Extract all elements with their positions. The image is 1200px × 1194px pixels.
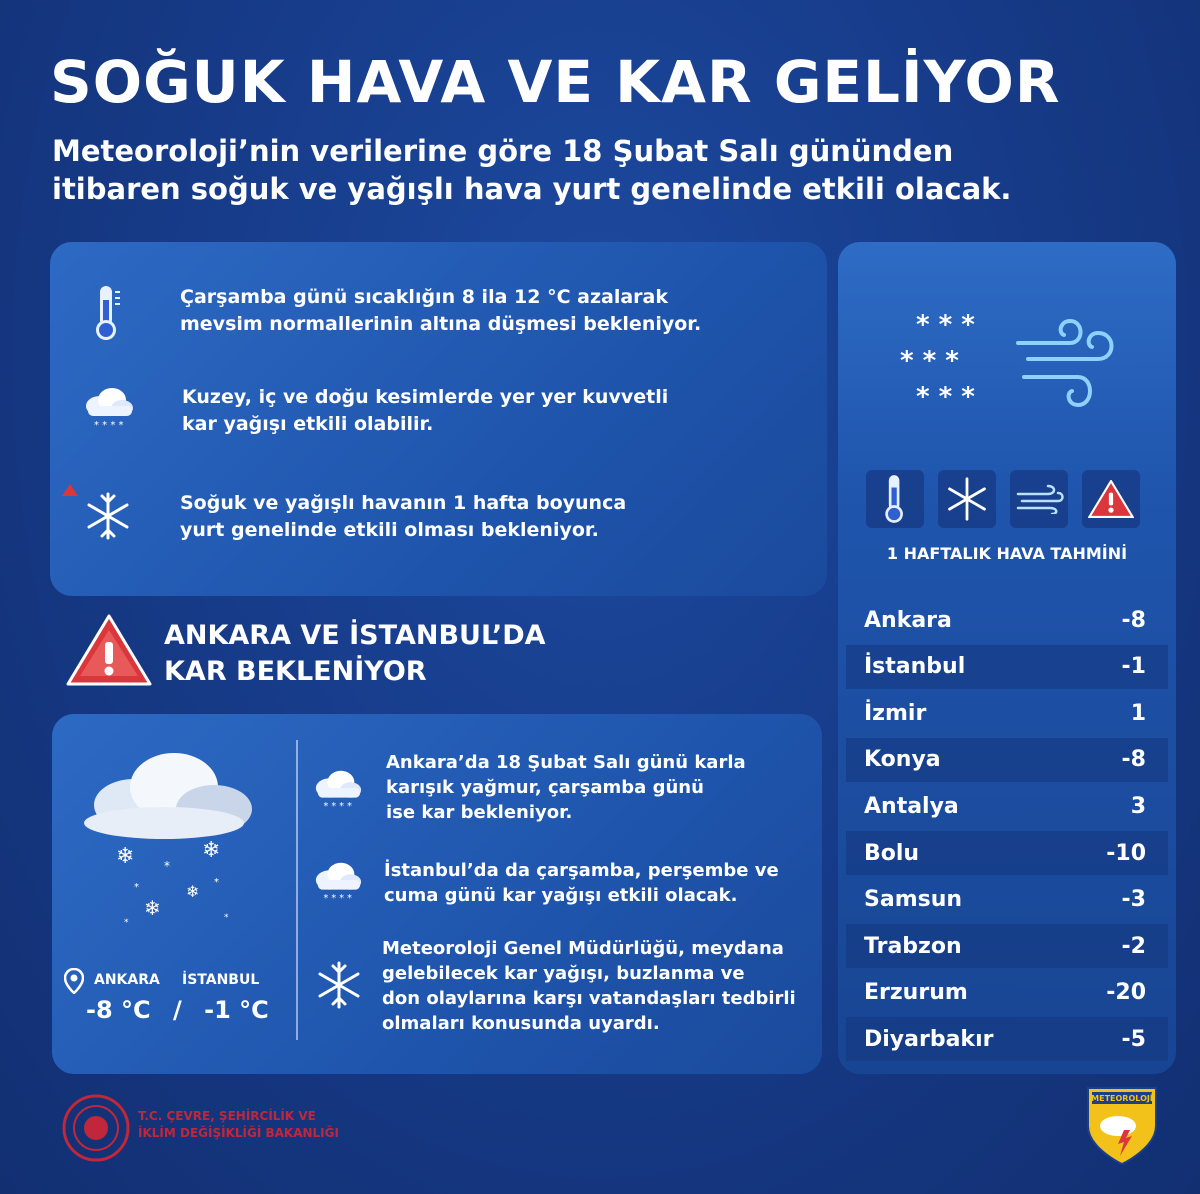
snow-cloud-icon-istanbul [312,858,364,904]
alert-title [164,618,624,690]
svg-text:❄: ❄ [186,882,200,901]
bottom-text-3-line1: Meteoroloji Genel Müdürlüğü, meydana [382,938,784,959]
svg-text:* * * *: * * * * [323,801,352,812]
svg-text:*: * [224,913,229,923]
forecast-temp: -10 [1106,840,1146,866]
svg-text:❄: ❄ [116,844,135,869]
snow-cloud-icon [82,384,136,430]
forecast-row [846,1017,1168,1061]
info-panel [50,242,827,596]
bottom-text-2-line1: İstanbul’da da çarşamba, perşembe ve [384,860,779,881]
forecast-city: Konya [864,747,941,773]
forecast-city: Ankara [864,607,952,633]
forecast-row [846,971,1168,1015]
bottom-text-3-line3: don olaylarına karşı vatandaşları tedbirli [382,988,796,1009]
bottom-text-2-line2: cuma günü kar yağışı etkili olacak. [384,885,738,906]
svg-text:*: * [214,877,219,888]
bottom-text-2 [384,858,779,908]
info-text-2-line2: kar yağışı etkili olabilir. [182,413,434,435]
city-label-istanbul: İSTANBUL [182,972,260,988]
forecast-temp: -5 [1121,1026,1146,1052]
forecast-row [846,691,1168,735]
temp-separator: / [173,996,182,1024]
page-subtitle [52,132,1052,208]
forecast-row [846,878,1168,922]
svg-text:* * *: * * * [916,310,975,340]
svg-text:*: * [134,882,139,893]
forecast-city: Antalya [864,793,959,819]
info-text-3-line1: Soğuk ve yağışlı havanın 1 hafta boyunca [180,492,627,514]
forecast-row [846,784,1168,828]
forecast-temp: -3 [1121,887,1146,913]
info-text-1-line1: Çarşamba günü sıcaklığın 8 ila 12 °C azalarak [180,286,668,308]
bottom-text-3-line4: olmaları konusunda uyardı. [382,1013,660,1034]
thermometer-small-icon [880,473,910,525]
info-text-1-line2: mevsim normallerinin altına düşmesi bekleniyor. [180,313,702,335]
ministry-name-line1: T.C. ÇEVRE, ŞEHİRCİLİK VE [138,1109,316,1123]
info-text-1 [180,284,701,338]
info-text-3 [180,490,626,544]
forecast-city: Erzurum [864,980,968,1006]
forecast-row [846,924,1168,968]
snowflake-small-icon [944,476,990,522]
forecast-temp: -1 [1121,654,1146,680]
svg-text:❄: ❄ [144,896,161,920]
ministry-name-line2: İKLİM DEĞİŞİKLİĞİ BAKANLIĞI [138,1126,339,1140]
forecast-city: Samsun [864,887,963,913]
alert-title-line2: KAR BEKLENİYOR [164,656,427,687]
bottom-text-1 [386,750,746,825]
info-text-2 [182,384,668,438]
svg-text:* * *: * * * [900,346,959,376]
forecast-city: Diyarbakır [864,1026,994,1052]
ministry-seal-logo [60,1092,132,1164]
info-text-2-line1: Kuzey, iç ve doğu kesimlerde yer yer kuvvetli [182,386,669,408]
svg-text:*: * [124,918,129,928]
forecast-row [846,831,1168,875]
city-temperatures [86,996,269,1024]
subtitle-line-2: itibaren soğuk ve yağışlı hava yurt genelinde etkili olacak. [52,172,1012,206]
snow-cloud-icon-ankara [312,766,364,812]
bottom-text-1-line2: karışık yağmur, çarşamba günü [386,777,704,798]
forecast-temp: 1 [1130,700,1146,726]
forecast-row [846,738,1168,782]
svg-text:* * * *: * * * * [94,420,124,430]
panel-divider [296,740,298,1040]
snow-wind-icon [898,305,1128,415]
snowflake-icon [314,960,364,1010]
forecast-city: Trabzon [864,933,962,959]
svg-text:*: * [164,859,170,873]
forecast-city: İzmir [864,700,927,726]
forecast-temp: -20 [1106,980,1146,1006]
meteoroloji-logo [1086,1086,1158,1166]
forecast-temp: -8 [1121,607,1146,633]
warning-small-icon [1088,480,1134,518]
city-label-ankara: ANKARA [94,972,160,988]
svg-text:* * * *: * * * * [323,893,352,904]
forecast-row [846,598,1168,642]
location-pin-icon [64,968,84,994]
alert-title-line1: ANKARA VE İSTANBUL’DA [164,620,546,651]
warning-triangle-icon [66,614,152,686]
subtitle-line-1: Meteoroloji’nin verilerine göre 18 Şubat Salı gününden [52,134,954,168]
page-title: SOĞUK HAVA VE KAR GELİYOR [50,48,1061,116]
wind-small-icon [1014,484,1064,514]
bottom-text-3-line2: gelebilecek kar yağışı, buzlanma ve [382,963,745,984]
forecast-city: Bolu [864,840,920,866]
forecast-city: İstanbul [864,654,966,680]
svg-text:* * *: * * * [916,382,975,412]
weekly-forecast-title: 1 HAFTALIK HAVA TAHMİNİ [886,544,1128,563]
bottom-text-1-line1: Ankara’da 18 Şubat Salı günü karla [386,752,746,773]
snow-cloud-illustration-icon [64,745,264,935]
forecast-temp: -8 [1121,747,1146,773]
forecast-temp: 3 [1130,793,1146,819]
bottom-text-1-line3: ise kar bekleniyor. [386,802,573,823]
forecast-temp: -2 [1121,933,1146,959]
snowflake-warning-icon [62,482,138,542]
ministry-name [138,1108,339,1142]
temp-ankara: -8 °C [86,996,151,1024]
thermometer-icon [90,284,124,342]
meteoroloji-logo-label: METEOROLOJİ [1091,1094,1153,1103]
svg-text:❄: ❄ [202,838,221,863]
info-text-3-line2: yurt genelinde etkili olması bekleniyor. [180,519,599,541]
forecast-row [846,645,1168,689]
temp-istanbul: -1 °C [204,996,269,1024]
bottom-text-3 [382,936,796,1036]
